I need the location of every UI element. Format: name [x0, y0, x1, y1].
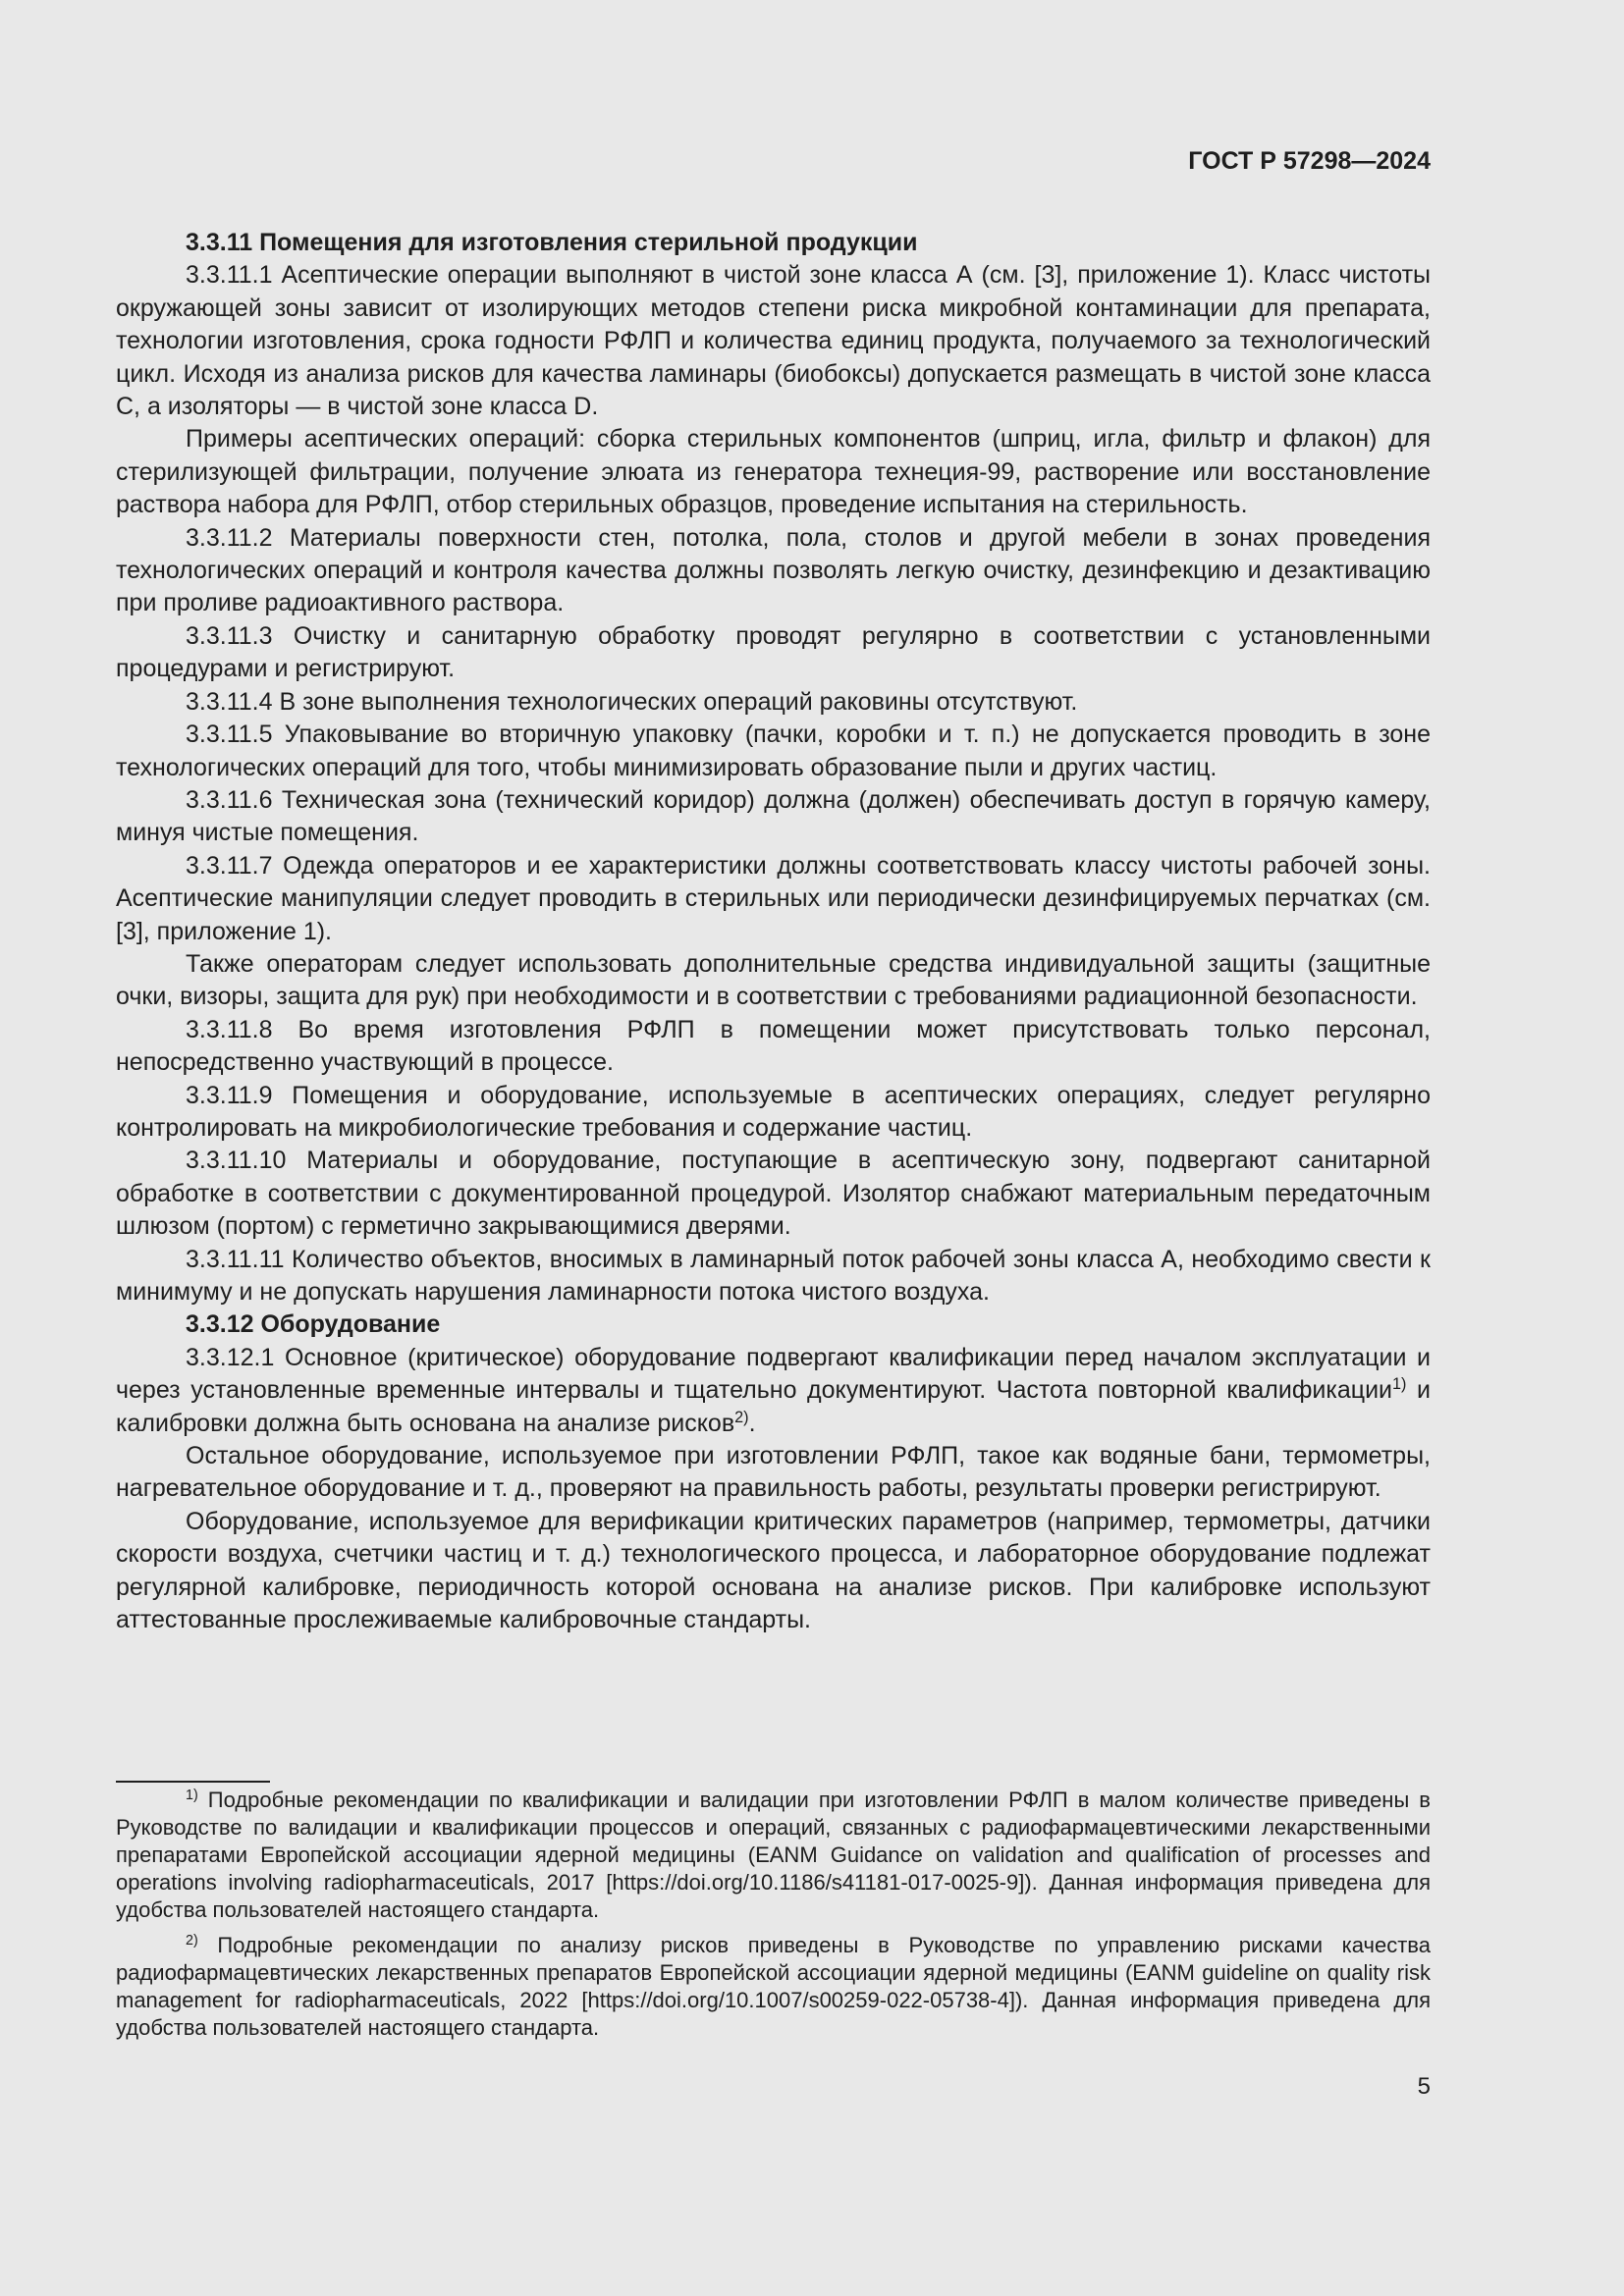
clause-3-3-12-1-text-b: и калибровки должна быть основана на анализе рисков: [116, 1376, 1431, 1437]
footnote-2: [116, 1932, 1431, 2042]
standard-designation: ГОСТ Р 57298—2024: [1188, 147, 1431, 175]
clause-3-3-12-1-text-a: 3.3.12.1 Основное (критическое) оборудование подвергают квалификации перед началом эксплуатации и через установленные временные интервалы и тщательно документируют. Частота повторной квалификации: [116, 1343, 1431, 1405]
clause-3-3-11-5: 3.3.11.5 Упаковывание во вторичную упаковку (пачки, коробки и т. п.) не допускается проводить в зоне технологических операций для того, чтобы минимизировать образование пыли и других частиц.: [116, 721, 1431, 781]
paragraph-aseptic-examples: Примеры асептических операций: сборка стерильных компонентов (шприц, игла, фильтр и флакон) для стерилизующей фильтрации, получение элюата из генератора технеция-99, растворение или восстановление раствора набора для РФЛП, отбор стерильных образцов, проведение испытания на стерильность.: [116, 425, 1431, 519]
footnote-1-mark: 1): [186, 1788, 198, 1804]
footnotes: [116, 1787, 1431, 2050]
clause-3-3-11-7: 3.3.11.7 Одежда операторов и ее характеристики должны соответствовать классу чистоты рабочей зоны. Асептические манипуляции следует проводить в стерильных или периодически дезинфицируемых перчатках (см. [3], приложение 1).: [116, 851, 1431, 945]
footnote-2-mark: 2): [186, 1933, 198, 1949]
paragraph-other-equipment: Остальное оборудование, используемое при изготовлении РФЛП, такое как водяные бани, термометры, нагревательное оборудование и т. д., проверяют на правильность работы, результаты проверки регистрируют.: [116, 1442, 1431, 1503]
section-heading-3-3-12: 3.3.12 Оборудование: [186, 1310, 441, 1339]
footnote-2-text: Подробные рекомендации по анализу рисков приведены в Руководстве по управлению рисками качества радиофармацевтических лекарственных препаратов Европейской ассоциации ядерной медицины (EANM guideline on quality risk management for radiopharmaceuticals, 2022 [https://doi.org/10.1007/s00259-022-05738-4]). Данная информация приведена для удобства пользователей настоящего стандарта.: [116, 1933, 1431, 2040]
paragraph-calibration: Оборудование, используемое для верификации критических параметров (например, термометры, датчики скорости воздуха, счетчики частиц и т. д.) технологического процесса, и лабораторное оборудование подлежат регулярной калибровке, периодичность которой основана на анализе рисков. При калибровке используют аттестованные прослеживаемые калибровочные стандарты.: [116, 1507, 1431, 1634]
footnote-divider: [116, 1781, 270, 1783]
clause-3-3-11-2: 3.3.11.2 Материалы поверхности стен, потолка, пола, столов и другой мебели в зонах проведения технологических операций и контроля качества должны позволять легкую очистку, дезинфекцию и дезактивацию при проливе радиоактивного раствора.: [116, 523, 1431, 617]
page-number: 5: [1417, 2073, 1431, 2100]
footnote-1-text: Подробные рекомендации по квалификации и валидации при изготовлении РФЛП в малом количестве приведены в Руководстве по валидации и квалификации процессов и операций, связанных с радиофармацевтическими лекарственными препаратами Европейской ассоциации ядерной медицины (EANM Guidance on validation and qualification of processes and operations involving radiopharmaceuticals, 2017 [https://doi.org/10.1186/s41181-017-0025-9]). Данная информация приведена для удобства пользователей настоящего стандарта.: [116, 1788, 1431, 1922]
clause-3-3-11-11: 3.3.11.11 Количество объектов, вносимых в ламинарный поток рабочей зоны класса А, необходимо свести к минимуму и не допускать нарушения ламинарности потока чистого воздуха.: [116, 1245, 1431, 1306]
main-text: [116, 227, 1431, 1636]
clause-3-3-12-1-text-c: .: [748, 1409, 756, 1437]
clause-3-3-11-1: 3.3.11.1 Асептические операции выполняют в чистой зоне класса А (см. [3], приложение 1). Класс чистоты окружающей зоны зависит от изолирующих методов степени риска микробной контаминации для препарата, технологии изготовления, срока годности РФЛП и количества единиц продукта, получаемого за технологический цикл. Исходя из анализа рисков для качества ламинары (биобоксы) допускается размещать в чистой зоне класса С, а изоляторы — в чистой зоне класса D.: [116, 261, 1431, 421]
clause-3-3-11-10: 3.3.11.10 Материалы и оборудование, поступающие в асептическую зону, подвергают санитарной обработке в соответствии с документированной процедурой. Изолятор снабжают материальным передаточным шлюзом (портом) с герметично закрывающимися дверями.: [116, 1147, 1431, 1241]
clause-3-3-11-6: 3.3.11.6 Техническая зона (технический коридор) должна (должен) обеспечивать доступ в горячую камеру, минуя чистые помещения.: [116, 785, 1431, 847]
section-heading-3-3-11: 3.3.11 Помещения для изготовления стерильной продукции: [186, 229, 918, 256]
footnote-ref-2[interactable]: 2): [734, 1408, 749, 1426]
clause-3-3-12-1: [116, 1342, 1431, 1440]
clause-3-3-11-4: 3.3.11.4 В зоне выполнения технологических операций раковины отсутствуют.: [186, 687, 1078, 716]
clause-3-3-11-9: 3.3.11.9 Помещения и оборудование, используемые в асептических операциях, следует регулярно контролировать на микробиологические требования и содержание частиц.: [116, 1081, 1431, 1142]
footnote-ref-1[interactable]: 1): [1392, 1375, 1407, 1394]
paragraph-protective-equipment: Также операторам следует использовать дополнительные средства индивидуальной защиты (защитные очки, визоры, защита для рук) при необходимости и в соответствии с требованиями радиационной безопасности.: [116, 949, 1431, 1011]
clause-3-3-11-8: 3.3.11.8 Во время изготовления РФЛП в помещении может присутствовать только персонал, непосредственно участвующий в процессе.: [116, 1015, 1431, 1077]
clause-3-3-11-3: 3.3.11.3 Очистку и санитарную обработку проводят регулярно в соответствии с установленными процедурами и регистрируют.: [116, 621, 1431, 683]
footnote-1: [116, 1787, 1431, 1924]
